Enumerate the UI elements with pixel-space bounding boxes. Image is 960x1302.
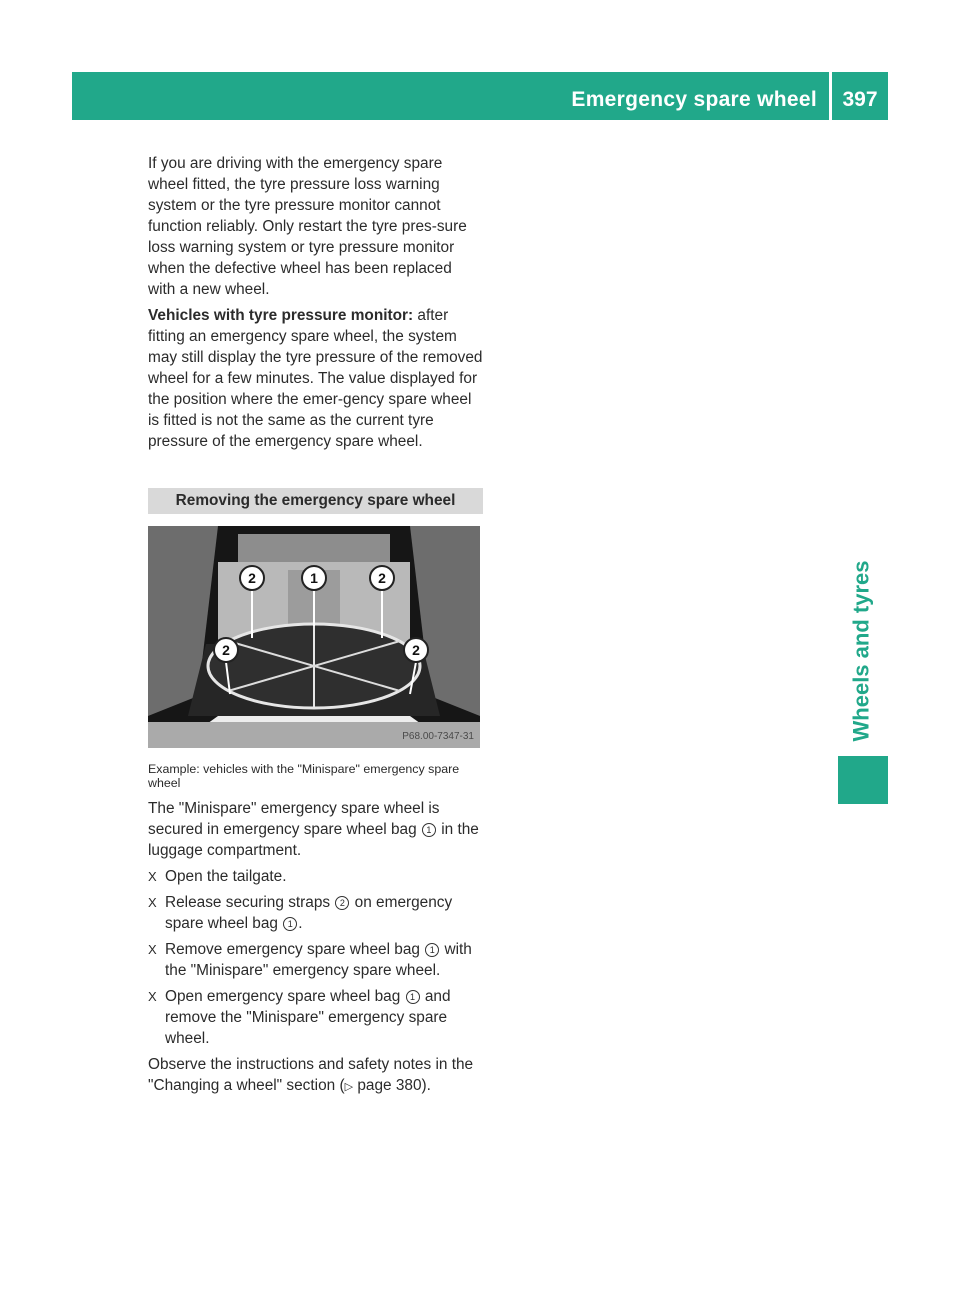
- step-text: and remove the "Minispare" emergency spare wheel.: [165, 988, 451, 1047]
- bag-number-badge: 1: [283, 917, 297, 931]
- step-item: [148, 866, 483, 887]
- svg-text:2: 2: [412, 642, 420, 658]
- closing-text[interactable]: page 380).: [353, 1077, 431, 1094]
- side-tab-label: Wheels and tyres: [848, 560, 874, 742]
- callout-marker: [214, 638, 238, 662]
- section-heading: Removing the emergency spare wheel: [148, 488, 483, 514]
- page-number: 397: [842, 88, 878, 111]
- figure-caption: Example: vehicles with the "Minispare" emergency spare wheel: [148, 762, 460, 790]
- intro-paragraph: If you are driving with the emergency spare wheel fitted, the tyre pressure loss warning system or the tyre pressure monitor cannot function reliably. Only restart the tyre pres-sure loss warning system or tyre pressure monitor when the defective wheel has been replaced with a new wheel.: [148, 155, 467, 298]
- side-tab-block: [838, 756, 888, 804]
- step-text: Open the tailgate.: [165, 868, 287, 885]
- body-text: in the luggage compartment.: [148, 821, 479, 859]
- monitor-text: after fitting an emergency spare wheel, the system may still display the tyre pressure of the removed wheel for a few minutes. The value displayed for the position where the emer-gency spare wheel is fitted is not the same as the current tyre pressure of the emergency spare wheel.: [148, 307, 483, 450]
- closing-paragraph: [148, 1054, 483, 1098]
- callout-marker: [370, 566, 394, 590]
- step-marker-icon: X: [148, 895, 157, 910]
- step-item: [148, 939, 483, 981]
- header-title: Emergency spare wheel: [571, 88, 817, 111]
- step-text: Release securing straps: [165, 894, 335, 911]
- step-text: on emergency spare wheel bag: [165, 894, 453, 932]
- svg-text:2: 2: [222, 642, 230, 658]
- step-text: Open emergency spare wheel bag: [165, 988, 405, 1005]
- step-text: .: [298, 915, 303, 932]
- step-marker-icon: X: [148, 942, 157, 957]
- step-item: [148, 892, 483, 934]
- callout-marker: [302, 566, 326, 590]
- closing-text: Observe the instructions and safety notes in the "Changing a wheel" section (: [148, 1056, 474, 1094]
- monitor-lead: Vehicles with tyre pressure monitor:: [148, 307, 414, 324]
- page-header: [72, 72, 888, 120]
- step-text: Remove emergency spare wheel bag: [165, 941, 425, 958]
- bag-number-badge: 1: [406, 990, 420, 1004]
- body-text: The "Minispare" emergency spare wheel is secured in emergency spare wheel bag: [148, 800, 440, 838]
- step-marker-icon: X: [148, 869, 157, 884]
- luggage-compartment-photo: [148, 526, 480, 748]
- svg-text:1: 1: [310, 570, 318, 586]
- bag-number-badge: 1: [425, 943, 439, 957]
- svg-text:2: 2: [378, 570, 386, 586]
- figure-code: P68.00-7347-31: [402, 731, 474, 742]
- callout-marker: [404, 638, 428, 662]
- monitor-paragraph: [148, 305, 483, 452]
- strap-number-badge: 2: [335, 896, 349, 910]
- content-column: [148, 153, 483, 1103]
- side-tab: [838, 546, 884, 756]
- body-paragraph: [148, 798, 483, 861]
- page-reference-arrow-icon: ▷: [344, 1081, 354, 1093]
- bag-number-badge: 1: [422, 823, 436, 837]
- step-text: with the "Minispare" emergency spare wheel.: [165, 941, 472, 979]
- step-marker-icon: X: [148, 989, 157, 1004]
- svg-text:2: 2: [248, 570, 256, 586]
- callout-marker: [240, 566, 264, 590]
- step-item: [148, 986, 483, 1049]
